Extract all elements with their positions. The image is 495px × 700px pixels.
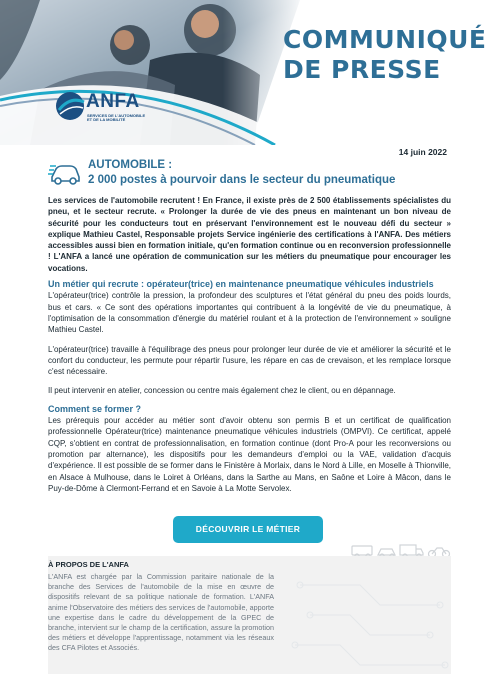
about-text: L'ANFA est chargée par la Commission paritaire nationale de la branche des Services de l'automobile de la mise en œuvre de dispositifs relevant de sa politique nationale de formation. L'ANFA anime l'Observatoire des métiers des services de l'automobile, apporte une expertise dans le cadre du développement de la GPEC de branche, intervient sur le champ de la certification, assure la promotion des métiers et développe l'apprentissage, notamment via les réseaux des CFA Pilotes et Associés. bbox=[48, 572, 274, 653]
car-icon bbox=[48, 157, 82, 187]
paragraph: L'opérateur(trice) contrôle la pression, la profondeur des sculptures et l'état général du pneu des poids lourds, bus et cars. « Ce sont des opérations importantes qui contribuent à la longévité de vie du pneumatique, à l'optimisation de la consommation d'énergie du matériel roulant et à la protection de l'environnement » souligne Mathieu Castel. bbox=[48, 291, 451, 335]
paragraph: L'opérateur(trice) travaille à l'équilibrage des pneus pour prolonger leur durée de vie et améliorer la sécurité et le confort du conducteur, les permute pour répartir l'usure, les répare en cas de crevaison, et les remplace lorsque c'est nécessaire. bbox=[48, 344, 451, 377]
title-line-2: DE PRESSE bbox=[283, 55, 441, 84]
discover-job-button[interactable]: DÉCOUVRIR LE MÉTIER bbox=[173, 516, 323, 543]
main-content bbox=[48, 195, 451, 494]
section-heading-metier: Un métier qui recrute : opérateur(trice) en maintenance pneumatique véhicules industriels bbox=[48, 279, 434, 290]
logo-subtitle-2: ET DE LA MOBILITÉ bbox=[87, 117, 126, 122]
headline-line-1: AUTOMOBILE : bbox=[88, 159, 173, 171]
release-date: 14 juin 2022 bbox=[398, 147, 447, 157]
title-line-1: COMMUNIQUÉ bbox=[283, 25, 487, 54]
headline bbox=[88, 158, 395, 188]
page-title bbox=[283, 25, 493, 85]
lead-paragraph: Les services de l'automobile recrutent ! En France, il existe près de 2 500 établissements spécialistes du pneu, et le secteur recrute. « Prolonger la durée de vie des pneus en maintenant un bon niveau de sécurité pour les conducteurs tout en préservant l'environnement est le nouveau défi du secteur » explique Mathieu Castel, Responsable projets Service ingénierie des certifications à l'ANFA. Des métiers accessibles aussi bien en formation initiale, qu'en formation continue ou en reconversion professionnelle ! L'ANFA a lancé une opération de communication sur les métiers du pneumatique pour encourager les vocations. bbox=[48, 196, 451, 273]
logo-subtitle-1: SERVICES DE L'AUTOMOBILE bbox=[87, 113, 146, 118]
paragraph: Il peut intervenir en atelier, concession ou centre mais également chez le client, ou en dépannage. bbox=[48, 386, 396, 396]
header-banner bbox=[0, 0, 495, 145]
decorative-circuit-icon bbox=[290, 575, 450, 671]
about-title: À PROPOS DE L'ANFA bbox=[48, 560, 129, 569]
paragraph: Les prérequis pour accéder au métier sont d'avoir obtenu son permis B et un certificat de qualification professionnelle Opérateur(trice) maintenance pneumatique véhicules industriels (OMPVI). Ce certificat, appelé CQP, s'obtient en contrat de professionnalisation, en formation continue (dont Pro-A pour les reconversions ou promotion par alternance), les dispositifs pour les demandeurs d'emploi ou la VAE, validation d'acquis d'expérience. Il est possible de se former dans le Finistère à Morlaix, dans le Nord à Lille, en Moselle à Thionville, en Alsace à Mulhouse, dans le Loiret à Orléans, dans la Sarthe au Mans, en Saône et Loire à Mâcon, dans le Puy-de-Dôme à Clermont-Ferrand et en Savoie à La Motte Servolex. bbox=[48, 416, 451, 493]
headline-line-2: 2 000 postes à pourvoir dans le secteur du pneumatique bbox=[88, 174, 396, 186]
section-heading-formation: Comment se former ? bbox=[48, 403, 142, 414]
logo-text: ANFA bbox=[86, 91, 140, 112]
